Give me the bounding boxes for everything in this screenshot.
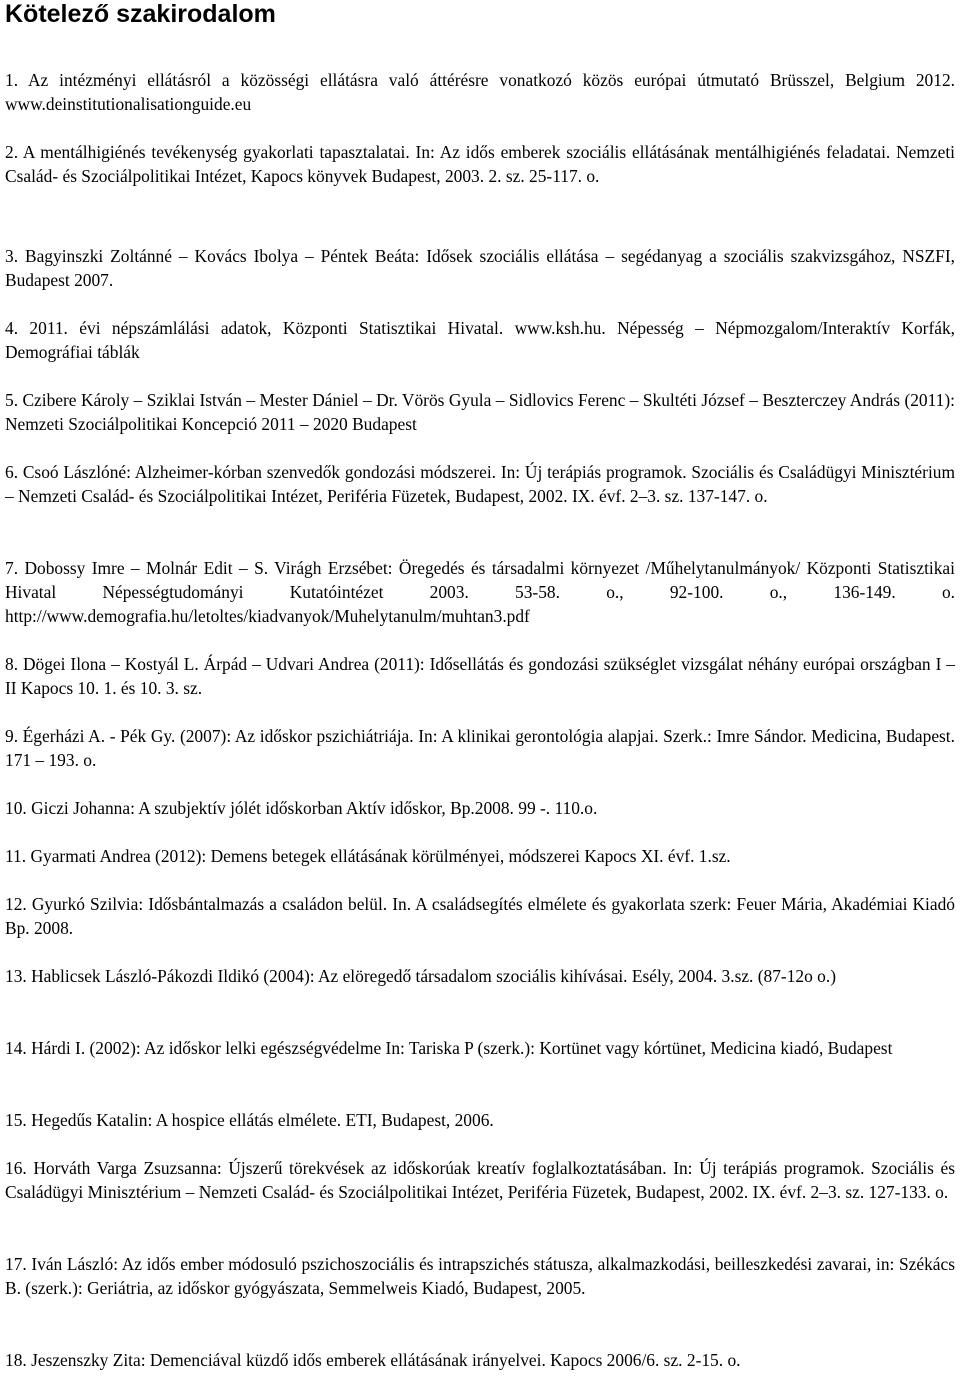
reference-item: 14. Hárdi I. (2002): Az időskor lelki egészségvédelme In: Tariska P (szerk.): Kortünet vagy kórtünet, Medicina kiadó, Budapest [5, 1038, 893, 1058]
reference-item: 2. A mentálhigiénés tevékenység gyakorlati tapasztalatai. In: Az idős emberek szociális ellátásának mentálhigiénés feladatai. Nemzeti Család- és Szociálpolitikai Intézet, Kapocs könyvek Budapest, 2003. 2. sz. 25-117. o. [5, 142, 955, 186]
reference-item: 9. Égerházi A. - Pék Gy. (2007): Az időskor pszichiátriája. In: A klinikai gerontológia alapjai. Szerk.: Imre Sándor. Medicina, Budapest. 171 – 193. o. [5, 726, 955, 770]
reference-item: 18. Jeszenszky Zita: Demenciával küzdő idős emberek ellátásának irányelvei. Kapocs 2006/6. sz. 2-15. o. [5, 1350, 741, 1370]
reference-item: 3. Bagyinszki Zoltánné – Kovács Ibolya – Péntek Beáta: Idősek szociális ellátása – segédanyag a szociális szakvizsgához, NSZFI, Budapest 2007. [5, 246, 955, 290]
reference-item: 13. Hablicsek László-Pákozdi Ildikó (2004): Az elöregedő társadalom szociális kihívásai. Esély, 2004. 3.sz. (87-12o o.) [5, 966, 836, 986]
reference-item: 15. Hegedűs Katalin: A hospice ellátás elmélete. ETI, Budapest, 2006. [5, 1110, 494, 1130]
reference-item: 17. Iván László: Az idős ember módosuló pszichoszociális és intrapszichés státusza, alkalmazkodási, beilleszkedési zavarai, in: Székács B. (szerk.): Geriátria, az időskor gyógyászata, Semmelweis Kiadó, Budapest, 2005. [5, 1254, 955, 1298]
reference-item: 5. Czibere Károly – Sziklai István – Mester Dániel – Dr. Vörös Gyula – Sidlovics Ferenc – Skultéti József – Beszterczey András (2011): Nemzeti Szociálpolitikai Koncepció 2011 – 2020 Budapest [5, 390, 955, 434]
reference-item: 7. Dobossy Imre – Molnár Edit – S. Virágh Erzsébet: Öregedés és társadalmi környezet /Műhelytanulmányok/ Központi Statisztikai Hivatal Népességtudományi Kutatóintézet 2003. 53-58. o., 92-100. o., 136-149. o. http://www.demografia.hu/letoltes/kiadvanyok/Muhelytanulm/muhtan3.pdf [5, 558, 955, 626]
reference-item: 1. Az intézményi ellátásról a közösségi ellátásra való áttérésre vonatkozó közös európai útmutató Brüsszel, Belgium 2012. www.deinstitutionalisationguide.eu [5, 70, 955, 114]
reference-item: 8. Dögei Ilona – Kostyál L. Árpád – Udvari Andrea (2011): Idősellátás és gondozási szükséglet vizsgálat néhány európai országban I – II Kapocs 10. 1. és 10. 3. sz. [5, 654, 955, 698]
reference-item: 6. Csoó Lászlóné: Alzheimer-kórban szenvedők gondozási módszerei. In: Új terápiás programok. Szociális és Családügyi Minisztérium – Nemzeti Család- és Szociálpolitikai Intézet, Periféria Füzetek, Budapest, 2002. IX. évf. 2–3. sz. 137-147. o. [5, 462, 955, 506]
document-page [5, 0, 955, 1370]
reference-item: 12. Gyurkó Szilvia: Idősbántalmazás a családon belül. In. A családsegítés elmélete és gyakorlata szerk: Feuer Mária, Akadémiai Kiadó Bp. 2008. [5, 894, 955, 938]
reference-item: 11. Gyarmati Andrea (2012): Demens betegek ellátásának körülményei, módszerei Kapocs XI. évf. 1.sz. [5, 846, 731, 866]
page-title: Kötelező szakirodalom [5, 0, 276, 28]
reference-item: 4. 2011. évi népszámlálási adatok, Központi Statisztikai Hivatal. www.ksh.hu. Népesség – Népmozgalom/Interaktív Korfák, Demográfiai táblák [5, 318, 955, 362]
reference-item: 10. Giczi Johanna: A szubjektív jólét időskorban Aktív időskor, Bp.2008. 99 -. 110.o. [5, 798, 598, 818]
reference-item: 16. Horváth Varga Zsuzsanna: Újszerű törekvések az időskorúak kreatív foglalkoztatásában. In: Új terápiás programok. Szociális és Családügyi Minisztérium – Nemzeti Család- és Szociálpolitikai Intézet, Periféria Füzetek, Budapest, 2002. IX. évf. 2–3. sz. 127-133. o. [5, 1158, 955, 1202]
